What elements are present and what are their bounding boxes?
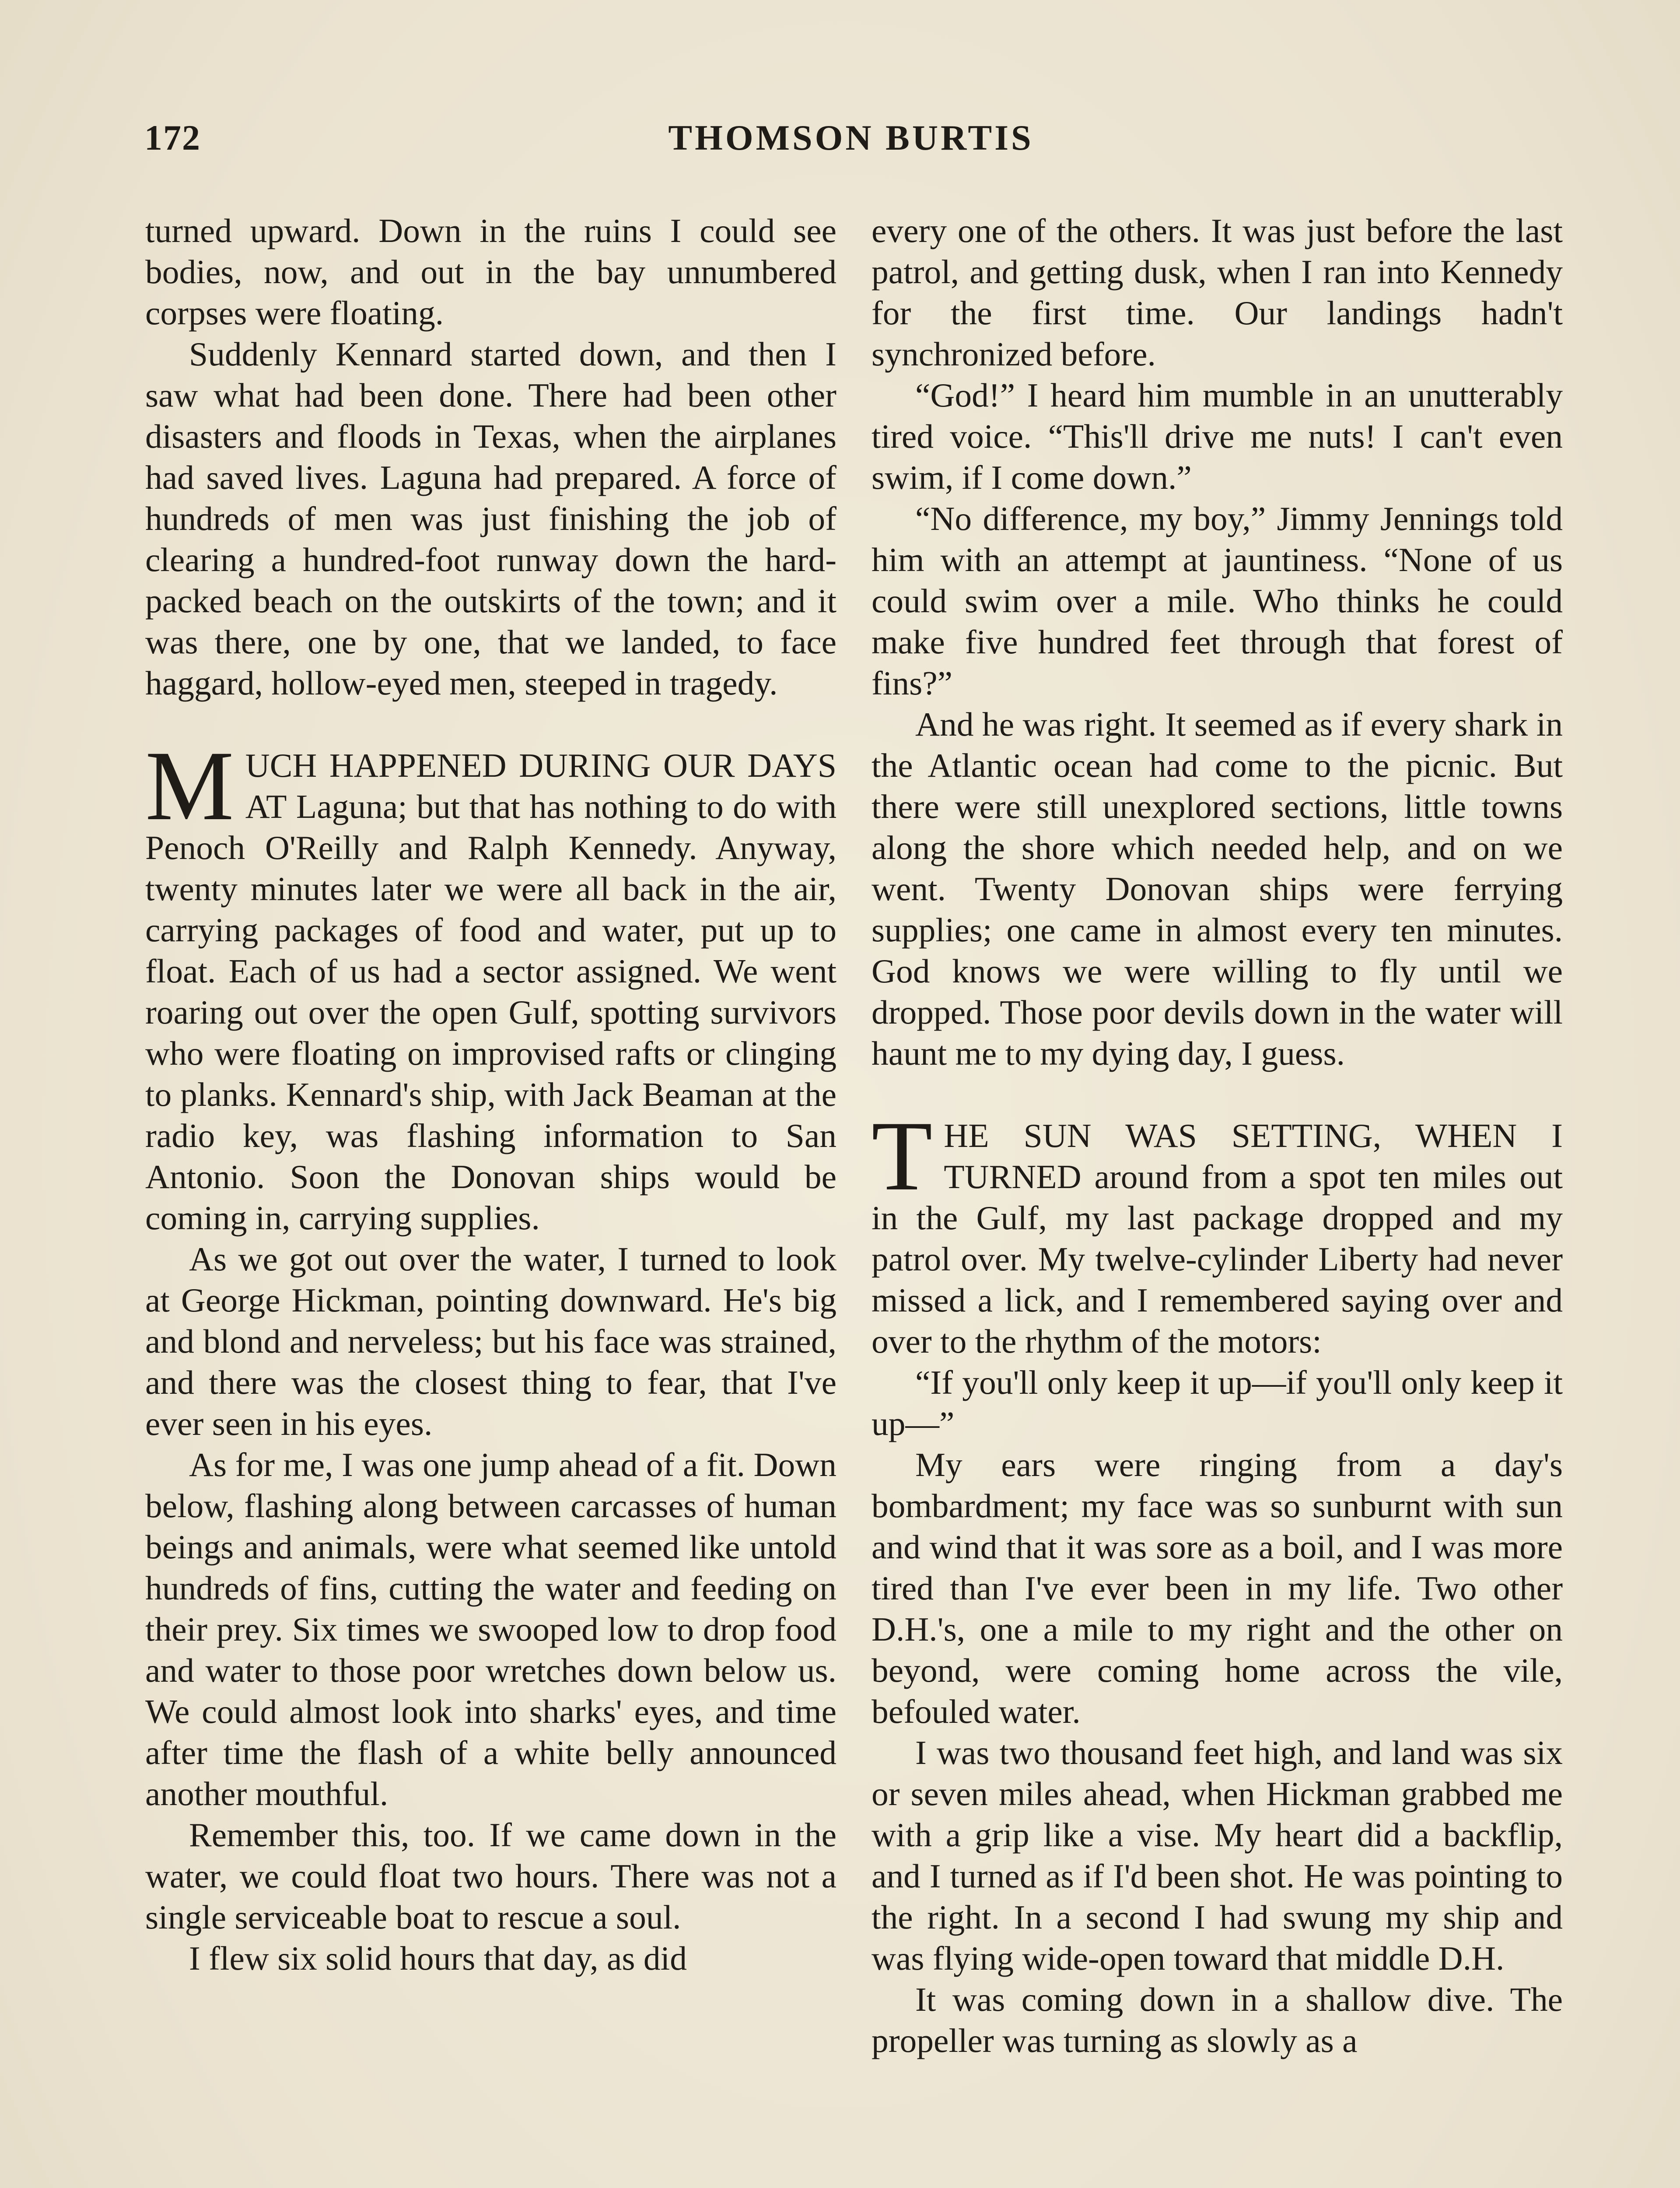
paragraph: As we got out over the water, I turned to look at George Hickman, pointing downward. He's big and blond and nerveless; but his face was strained, and there was the closest thing to fear, that I've ever seen in his eyes. [145, 1240, 836, 1442]
paragraph: “If you'll only keep it up—if you'll only keep it up—” [872, 1364, 1563, 1442]
paragraph: It was coming down in a shallow dive. The propeller was turning as slowly as a [872, 1981, 1563, 2059]
paragraph-body: around from a spot ten miles out in the Gulf, my last package dropped and my patrol over. My twelve-cylinder Liberty had never missed a lick, and I remembered saying over and over to the rhythm of the motors: [872, 1158, 1563, 1360]
paragraph: “No difference, my boy,” Jimmy Jennings told him with an attempt at jauntiness. “None of us could swim over a mile. Who thinks he could make five hundred feet through that forest of fins?” [872, 500, 1563, 702]
section-lead-text: HE SUN WAS SETTING, WHEN I TURNED [944, 1117, 1563, 1196]
paragraph: And he was right. It seemed as if every shark in the Atlantic ocean had come to the picnic. But there were still unexplored sections, little towns along the shore which needed help, and on we went. Twenty Donovan ships were ferrying supplies; one came in almost every ten minutes. God knows we were willing to fly until we dropped. Those poor devils down in the water will haunt me to my dying day, I guess. [872, 705, 1563, 1072]
section-opening-paragraph [872, 1101, 1563, 1362]
running-head: THOMSON BURTIS [668, 118, 1034, 158]
paragraph: As for me, I was one jump ahead of a fit. Down below, flashing along between carcasses of human beings and animals, were what seemed like untold hundreds of fins, cutting the water and feeding on their prey. Six times we swooped low to drop food and water to those poor wretches down below us. We could almost look into sharks' eyes, and time after time the flash of a white belly announced another mouthful. [145, 1446, 836, 1813]
section-lead-text: UCH HAPPENED DURING OUR DAYS AT [245, 747, 836, 825]
left-column [145, 210, 836, 1979]
paragraph: every one of the others. It was just before the last patrol, and getting dusk, when I ran into Kennedy for the first time. Our landings hadn't synchronized before. [872, 212, 1563, 373]
page-header [144, 117, 1558, 165]
paragraph-body: Laguna; but that has nothing to do with Penoch O'Reilly and Ralph Kennedy. Anyway, twenty minutes later we were all back in the air, carrying packages of food and water, put up to float. Each of us had a sector assigned. We went roaring out over the open Gulf, spotting survivors who were floating on improvised rafts or clinging to planks. Kennard's ship, with Jack Beaman at the radio key, was flashing information to San Antonio. Soon the Donovan ships would be coming in, carrying supplies. [145, 788, 836, 1237]
paragraph: Remember this, too. If we came down in the water, we could float two hours. There was not a single serviceable boat to rescue a soul. [145, 1816, 836, 1936]
drop-cap: M [145, 731, 234, 841]
page-number: 172 [144, 118, 201, 158]
drop-cap: T [872, 1101, 933, 1211]
right-column [872, 210, 1563, 2061]
paragraph: “God!” I heard him mumble in an unutterably tired voice. “This'll drive me nuts! I can't even swim, if I come down.” [872, 376, 1563, 496]
paragraph: I flew six solid hours that day, as did [189, 1939, 687, 1977]
section-opening-paragraph [145, 731, 836, 1238]
paragraph: turned upward. Down in the ruins I could see bodies, now, and out in the bay unnumbered corpses were floating. [145, 212, 836, 332]
paragraph: Suddenly Kennard started down, and then I saw what had been done. There had been other disasters and floods in Texas, when the airplanes had saved lives. Laguna had prepared. A force of hundreds of men was just finishing the job of clearing a hundred-foot runway down the hard-packed beach on the outskirts of the town; and it was there, one by one, that we landed, to face haggard, hollow-eyed men, steeped in tragedy. [145, 335, 836, 702]
paragraph: I was two thousand feet high, and land was six or seven miles ahead, when Hickman grabbed me with a grip like a vise. My heart did a backflip, and I turned as if I'd been shot. He was pointing to the right. In a second I had swung my ship and was flying wide-open toward that middle D.H. [872, 1734, 1563, 1977]
paragraph: My ears were ringing from a day's bombardment; my face was so sunburnt with sun and wind that it was sore as a boil, and I was more tired than I've ever been in my life. Two other D.H.'s, one a mile to my right and the other on beyond, were coming home across the vile, befouled water. [872, 1446, 1563, 1730]
